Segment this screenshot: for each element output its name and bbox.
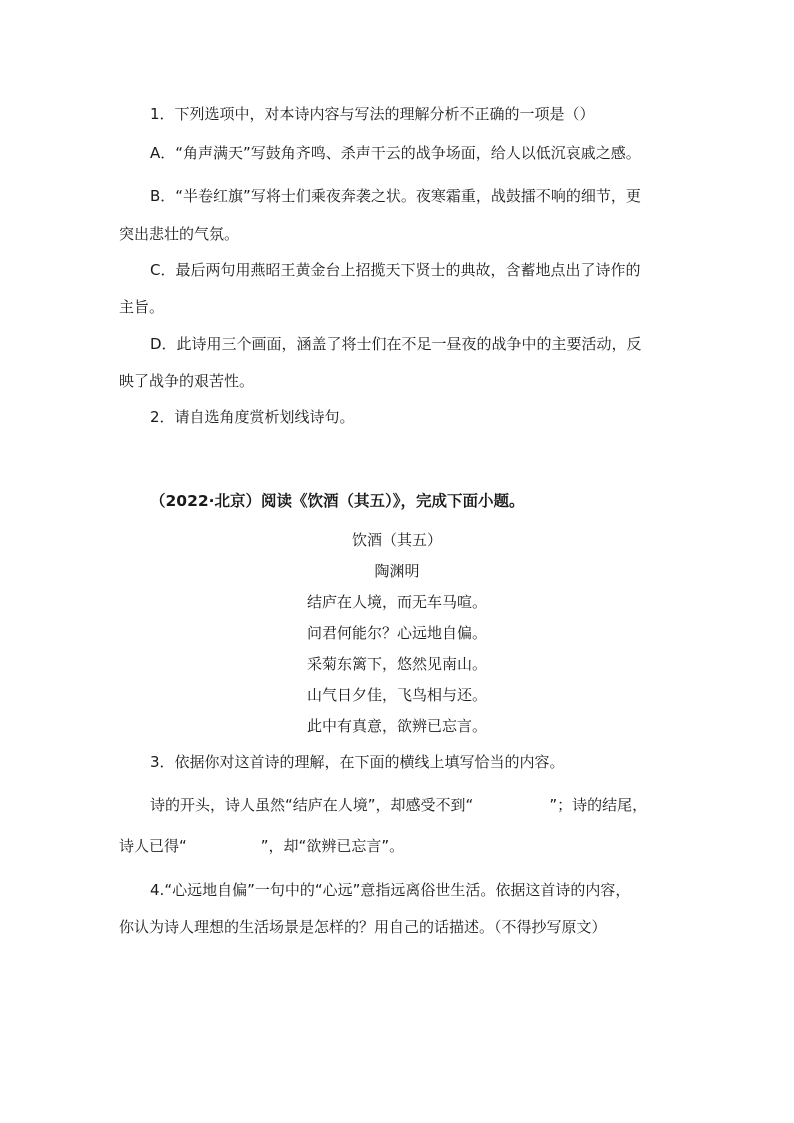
q4-number: 4. <box>150 881 165 899</box>
q3-fill-part2: ”；诗的结尾， <box>549 796 648 814</box>
q2-stem: 2．请自选角度赏析划线诗句。 <box>150 408 355 426</box>
q1-option-c-line2: 主旨。 <box>119 298 165 316</box>
poem-author: 陶渊明 <box>374 562 420 580</box>
q1-option-a: A．“角声满天”写鼓角齐鸣、杀声干云的战争场面，给人以低沉哀戚之感。 <box>150 144 641 162</box>
q1-option-d-line1: D．此诗用三个画面，涵盖了将士们在不足一昼夜的战争中的主要活动，反 <box>150 335 642 353</box>
q3-fill-part3: 诗人已得“ <box>119 837 187 855</box>
q3-fill-part1: 诗的开头，诗人虽然“结庐在人境”，却感受不到“ <box>150 796 474 814</box>
section-heading: （2022·北京）阅读《饮酒（其五）》，完成下面小题。 <box>150 492 525 510</box>
poem-line-5: 此中有真意，欲辨已忘言。 <box>306 717 487 735</box>
q4-stem-text: “心远地自偏”一句中的“心远”意指远离俗世生活。依据这首诗的内容， <box>164 881 631 899</box>
q4-stem-line1 <box>150 880 630 900</box>
q1-option-b-line1: B．“半卷红旗”写将士们乘夜奔袭之状。夜寒霜重，战鼓擂不响的细节，更 <box>150 187 641 205</box>
q1-option-c-line1: C．最后两句用燕昭王黄金台上招揽天下贤士的典故，含蓄地点出了诗作的 <box>150 261 641 279</box>
q1-stem: 1．下列选项中，对本诗内容与写法的理解分析不正确的一项是（） <box>150 105 595 123</box>
q3-fill-line2 <box>119 836 404 856</box>
q1-option-d-line2: 映了战争的艰苦性。 <box>119 372 255 390</box>
poem-line-1: 结庐在人境，而无车马喧。 <box>306 593 487 611</box>
poem-line-3: 采菊东篱下，悠然见南山。 <box>306 655 487 673</box>
q3-stem: 3．依据你对这首诗的理解，在下面的横线上填写恰当的内容。 <box>150 753 565 771</box>
q4-stem-line2: 你认为诗人理想的生活场景是怎样的？用自己的话描述。（不得抄写原文） <box>119 918 607 936</box>
q3-fill-part4: ”，却“欲辨已忘言”。 <box>260 837 405 855</box>
poem-title: 饮酒（其五） <box>351 531 442 549</box>
poem-line-4: 山气日夕佳，飞鸟相与还。 <box>306 686 487 704</box>
q3-fill-line1 <box>150 795 647 815</box>
q1-option-b-line2: 突出悲壮的气氛。 <box>119 225 240 243</box>
poem-line-2: 问君何能尔？心远地自偏。 <box>306 624 487 642</box>
